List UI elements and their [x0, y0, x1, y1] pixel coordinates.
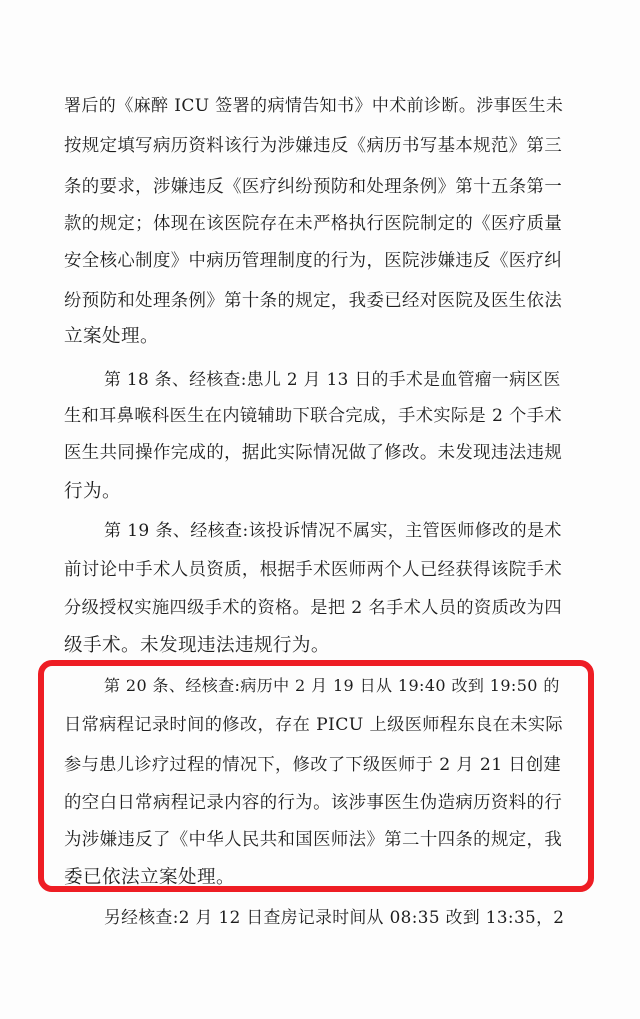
text-line: 为涉嫌违反了《中华人民共和国医师法》第二十四条的规定，我 [64, 830, 563, 850]
text-line: 条的要求，涉嫌违反《医疗纠纷预防和处理条例》第十五条第一 [64, 177, 563, 197]
text-line: 分级授权实施四级手术的资格。是把 2 名手术人员的资质改为四 [64, 598, 562, 618]
text-line: 级手术。未发现违法违规行为。 [64, 635, 330, 656]
text-line: 第 19 条、经核查:该投诉情况不属实，主管医师修改的是术 [104, 521, 562, 541]
text-line: 的空白日常病程记录内容的行为。该涉事医生伪造病历资料的行 [64, 793, 563, 813]
text-line: 参与患儿诊疗过程的情况下，修改了下级医师于 2 月 21 日创建 [64, 755, 562, 775]
text-line: 行为。 [64, 481, 121, 502]
red-highlight-box [38, 660, 594, 892]
text-line: 纷预防和处理条例》第十条的规定，我委已经对医院及医生依法 [64, 291, 563, 311]
text-line: 日常病程记录时间的修改，存在 PICU 上级医师程东良在未实际 [64, 715, 564, 735]
text-line: 前讨论中手术人员资质，根据手术医师两个人已经获得该院手术 [64, 560, 563, 580]
text-line: 生和耳鼻喉科医生在内镜辅助下联合完成，手术实际是 2 个手术 [64, 406, 562, 426]
text-line: 款的规定；体现在该医院存在未严格执行医院制定的《医疗质量 [64, 214, 563, 234]
text-line: 另经核查:2 月 12 日查房记录时间从 08:35 改到 13:35，2 [104, 907, 565, 927]
text-line: 第 20 条、经核查:病历中 2 月 19 日从 19:40 改到 19:50 的 [104, 676, 560, 695]
text-line: 立案处理。 [64, 326, 159, 347]
text-line: 委已依法立案处理。 [64, 867, 235, 888]
text-line: 第 18 条、经核查:患儿 2 月 13 日的手术是血管瘤一病区医 [104, 369, 561, 389]
text-line: 医生共同操作完成的，据此实际情况做了修改。未发现违法违规 [64, 443, 563, 463]
text-line: 安全核心制度》中病历管理制度的行为，医院涉嫌违反《医疗纠 [64, 251, 563, 271]
text-line: 署后的《麻醉 ICU 签署的病情告知书》中术前诊断。涉事医生未 [64, 96, 564, 116]
text-line: 按规定填写病历资料该行为涉嫌违反《病历书写基本规范》第三 [64, 136, 563, 156]
